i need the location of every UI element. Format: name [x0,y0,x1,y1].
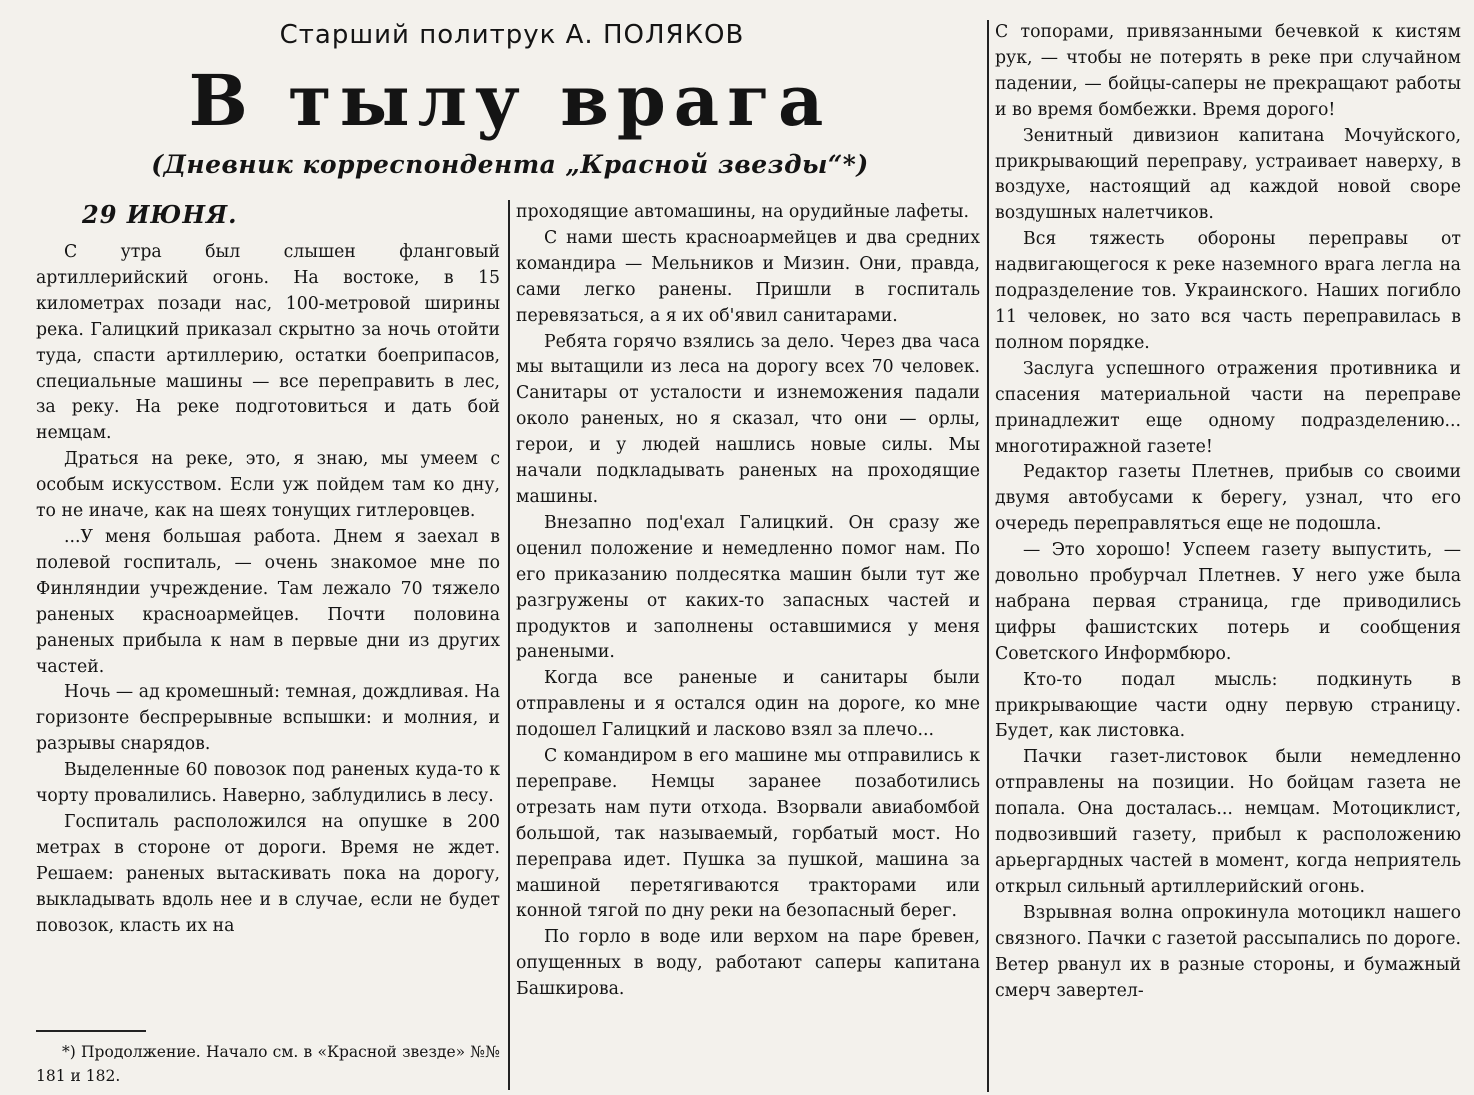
paragraph: С утра был слышен фланговый артиллерийский огонь. На востоке, в 15 километрах позади нас, 100-метровой ширины река. Галицкий приказал скрытно за ночь отойти туда, спасти артиллерию, остатки боеприпасов, специальные машины — все переправить в лес, за реку. На реке подготовиться и дать бой немцам. [36,242,500,444]
paragraph: Ночь — ад кромешный: темная, дождливая. На горизонте беспрерывные вспышки: и молния, и разрывы снарядов. [36,682,500,755]
diary-date-heading: 29 ИЮНЯ. [82,200,238,229]
footnote [36,1040,500,1088]
article-byline: Старший политрук А. ПОЛЯКОВ [279,20,745,50]
footnote-text: *) Продолжение. Начало см. в «Красной звезде» №№ 181 и 182. [36,1043,500,1085]
paragraph: — Это хорошо! Успеем газету выпустить, — довольно пробурчал Плетнев. У него уже была набрана первая страница, где приводились цифры фашистских потерь и сообщения Советского Информбюро. [995,540,1461,664]
footnote-divider [36,1030,146,1032]
column-divider [508,200,510,1090]
paragraph-continuation: проходящие автомашины, на орудийные лафеты. [516,202,970,222]
paragraph: Драться на реке, это, я знаю, мы умеем с особым искусством. Если уж пойдем там ко дну, то не иначе, как на шеях тонущих гитлеровцев. [36,449,500,522]
paragraph: С нами шесть красноармейцев и два средних командира — Мельников и Мизин. Они, правда, сами легко ранены. Пришли в госпиталь перевязаться, а я их об'явил санитарами. [516,227,980,326]
paragraph: По горло в воде или верхом на паре бревен, опущенных в воду, работают саперы капитана Башкирова. [516,927,980,1000]
paragraph: Заслуга успешного отражения противника и спасения материальной части на переправе принадлежит еще одному подразделению... многотиражной газете! [995,358,1461,457]
paragraph: Кто-то подал мысль: подкинуть в прикрывающие части одну первую страницу. Будет, как листовка. [995,669,1461,742]
paragraph: Редактор газеты Плетнев, прибыв со своими двумя автобусами к берегу, узнал, что его очередь переправляться еще не подошла. [995,462,1461,535]
column-divider [987,20,989,1092]
paragraph: С командиром в его машине мы отправились к переправе. Немцы заранее позаботились отрезать нам пути отхода. Взорвали авиабомбой большой, так называемый, горбатый мост. Но переправа идет. Пушка за пушкой, машина за машиной перетягиваются тракторами или конной тягой по дну реки на безопасный берег. [516,746,980,922]
text-column-2 [516,200,980,1090]
paragraph: Зенитный дивизион капитана Мочуйского, прикрывающий переправу, устраивает наверху, в воздухе, настоящий ад каждой новой своре воздушных налетчиков. [995,125,1461,224]
paragraph: Ребята горячо взялись за дело. Через два часа мы вытащили из леса на дорогу всех 70 человек. Санитары от усталости и изнеможения падали около раненых, но я сказал, что они — орлы, герои, и у людей нашлись новые силы. Мы начали подкладывать раненых на проходящие машины. [516,331,980,507]
text-column-1 [36,240,500,1020]
article-title: В тылу врага [188,59,832,142]
paragraph: Внезапно под'ехал Галицкий. Он сразу же оценил положение и немедленно помог нам. По его приказанию полдесятка машин были тут же разгружены от каких-то запасных частей и продуктов и заполнены оставшимися у меня ранеными. [516,512,980,663]
paragraph: Когда все раненые и санитары были отправлены и я остался один на дороге, ко мне подошел Галицкий и ласково взял за плечо... [516,668,980,741]
paragraph: Вся тяжесть обороны переправы от надвигающегося к реке наземного врага легла на подразделение тов. Украинского. Наших погибло 11 человек, но зато вся часть переправилась в полном порядке. [995,229,1461,353]
article-subtitle: (Дневник корреспондента „Красной звезды“*) [151,150,869,179]
paragraph-continuation: С топорами, привязанными бечевкой к кистям рук, — чтобы не потерять в реке при случайном падении, — бойцы-саперы не прекращают работы и во время бомбежки. Время дорого! [995,22,1461,120]
paragraph: ...У меня большая работа. Днем я заехал в полевой госпиталь, — очень знакомое мне по Финляндии учреждение. Там лежало 70 тяжело раненых красноармейцев. Почти половина раненых прибыла к нам в первые дни из других частей. [36,526,500,677]
paragraph: Взрывная волна опрокинула мотоцикл нашего связного. Пачки с газетой рассыпались по дороге. Ветер рванул их в разные стороны, и бумажный смерч завертел- [995,902,1461,1001]
paragraph: Выделенные 60 повозок под раненых куда-то к чорту провалились. Наверно, заблудились в лесу. [36,760,500,807]
paragraph: Госпиталь расположился на опушке в 200 метрах в стороне от дороги. Время не ждет. Решаем: раненых вытаскивать пока на дорогу, выкладывать вдоль нее и в случае, если не будет повозок, класть их на [36,811,500,936]
paragraph: Пачки газет-листовок были немедленно отправлены на позиции. Но бойцам газета не попала. Она досталась... немцам. Мотоциклист, подвозивший газету, прибыл к расположению арьергардных частей в момент, когда неприятель открыл сильный артиллерийский огонь. [995,747,1461,897]
text-column-3 [995,20,1461,1092]
